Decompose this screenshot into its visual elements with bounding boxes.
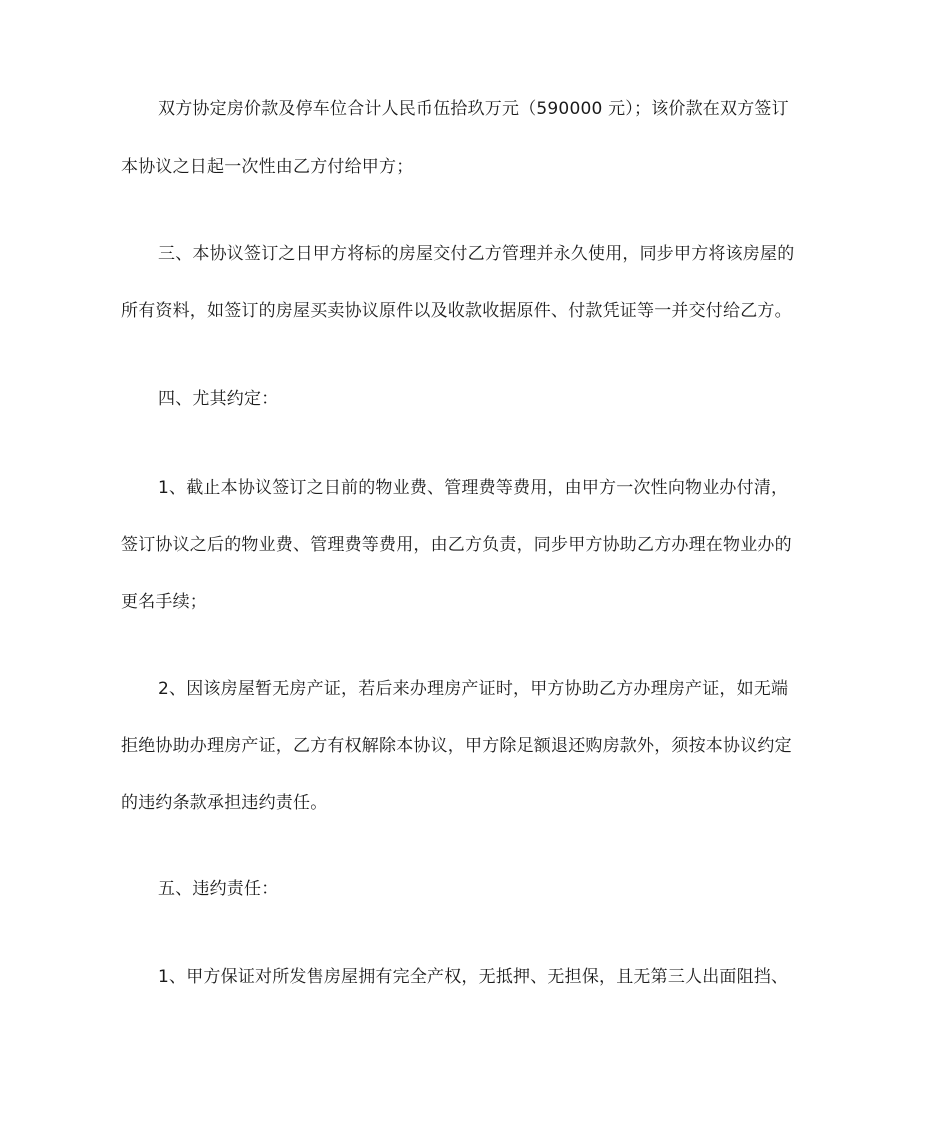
paragraph-line: 所有资料，如签订的房屋买卖协议原件以及收款收据原件、付款凭证等一并交付给乙方。	[121, 301, 792, 321]
clause-2-line: 2、因该房屋暂无房产证，若后来办理房产证时，甲方协助乙方办理房产证，如无端	[158, 679, 789, 699]
paragraph-line: 双方协定房价款及停车位合计人民币伍拾玖万元（590000 元）；该价款在双方签订	[158, 99, 789, 119]
clause-2-line: 的违约条款承担违约责任。	[121, 793, 328, 813]
clause-1-line: 1、截止本协议签订之日前的物业费、管理费等费用，由甲方一次性向物业办付清，	[158, 478, 789, 498]
clause-2-line: 拒绝协助办理房产证，乙方有权解除本协议，甲方除足额退还购房款外，须按本协议约定	[121, 736, 792, 756]
paragraph-line: 本协议之日起一次性由乙方付给甲方；	[121, 157, 414, 177]
section-five-heading: 五、违约责任：	[158, 879, 279, 899]
section-three-heading-line: 三、本协议签订之日甲方将标的房屋交付乙方管理并永久使用，同步甲方将该房屋的	[158, 244, 795, 264]
liability-clause-1-line: 1、甲方保证对所发售房屋拥有完全产权，无抵押、无担保，且无第三人出面阻挡、	[158, 967, 789, 987]
section-four-heading: 四、尤其约定：	[158, 389, 279, 409]
clause-1-line: 更名手续；	[121, 592, 207, 612]
clause-1-line: 签订协议之后的物业费、管理费等费用，由乙方负责，同步甲方协助乙方办理在物业办的	[121, 535, 792, 555]
